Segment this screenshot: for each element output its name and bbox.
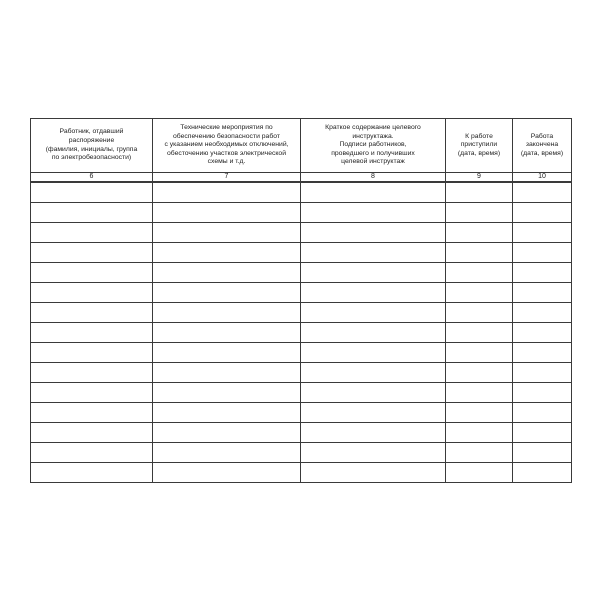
table-row xyxy=(31,463,572,483)
table-cell xyxy=(153,403,301,423)
table-cell xyxy=(31,223,153,243)
column-number: 9 xyxy=(446,173,513,183)
column-header-work-finished: Работа закончена (дата, время) xyxy=(513,119,572,173)
table-row xyxy=(31,182,572,203)
table-cell xyxy=(153,363,301,383)
table-cell xyxy=(31,463,153,483)
column-header-briefing: Краткое содержание целевого инструктажа. Подписи работников, проведшего и получивших целевой инструктаж xyxy=(301,119,446,173)
table-cell xyxy=(513,182,572,203)
table-cell xyxy=(31,203,153,223)
table-cell xyxy=(153,283,301,303)
table-cell xyxy=(446,263,513,283)
table-cell xyxy=(513,323,572,343)
table-cell xyxy=(31,423,153,443)
table-cell xyxy=(153,243,301,263)
table-cell xyxy=(446,343,513,363)
table-cell xyxy=(301,263,446,283)
table-cell xyxy=(153,263,301,283)
column-number: 7 xyxy=(153,173,301,183)
table-cell xyxy=(446,463,513,483)
column-header-work-started: К работе приступили (дата, время) xyxy=(446,119,513,173)
column-header-worker: Работник, отдавший распоряжение (фамилия, инициалы, группа по электробезопасности) xyxy=(31,119,153,173)
table-cell xyxy=(513,343,572,363)
table-cell xyxy=(153,303,301,323)
table-cell xyxy=(513,363,572,383)
table-cell xyxy=(301,383,446,403)
table-row xyxy=(31,403,572,423)
table-cell xyxy=(301,323,446,343)
table-cell xyxy=(301,463,446,483)
table-cell xyxy=(446,283,513,303)
table-row xyxy=(31,243,572,263)
table-cell xyxy=(513,403,572,423)
table-row xyxy=(31,223,572,243)
table-cell xyxy=(31,243,153,263)
table-row xyxy=(31,383,572,403)
column-number: 10 xyxy=(513,173,572,183)
table-cell xyxy=(513,463,572,483)
table-cell xyxy=(153,343,301,363)
table-cell xyxy=(31,303,153,323)
journal-table xyxy=(30,118,572,483)
table-cell xyxy=(301,363,446,383)
table-cell xyxy=(513,283,572,303)
table-cell xyxy=(446,363,513,383)
table-cell xyxy=(513,383,572,403)
table-cell xyxy=(513,243,572,263)
table-cell xyxy=(446,443,513,463)
table-cell xyxy=(301,303,446,323)
table-cell xyxy=(31,323,153,343)
table-cell xyxy=(153,443,301,463)
table-row xyxy=(31,283,572,303)
table-cell xyxy=(153,203,301,223)
table-cell xyxy=(153,463,301,483)
table-row xyxy=(31,263,572,283)
table-cell xyxy=(153,223,301,243)
table-cell xyxy=(301,223,446,243)
table-cell xyxy=(513,303,572,323)
table-cell xyxy=(31,263,153,283)
column-number: 8 xyxy=(301,173,446,183)
table-cell xyxy=(301,343,446,363)
table-cell xyxy=(446,323,513,343)
table-row xyxy=(31,443,572,463)
column-header-safety-measures: Технические мероприятия по обеспечению безопасности работ с указанием необходимых отключений, обесточению участков электрической схемы и т.д. xyxy=(153,119,301,173)
table-cell xyxy=(513,263,572,283)
table-cell xyxy=(153,323,301,343)
table-row xyxy=(31,303,572,323)
table-row xyxy=(31,203,572,223)
table-row xyxy=(31,323,572,343)
table-cell xyxy=(446,243,513,263)
table-cell xyxy=(301,443,446,463)
column-number: 6 xyxy=(31,173,153,183)
table-cell xyxy=(301,403,446,423)
table-cell xyxy=(31,343,153,363)
table-row xyxy=(31,343,572,363)
table-cell xyxy=(513,423,572,443)
table-cell xyxy=(301,423,446,443)
table-cell xyxy=(513,203,572,223)
table-cell xyxy=(446,303,513,323)
table-cell xyxy=(31,443,153,463)
table-cell xyxy=(446,423,513,443)
table-cell xyxy=(31,403,153,423)
table-cell xyxy=(301,283,446,303)
table-cell xyxy=(301,243,446,263)
table-cell xyxy=(31,383,153,403)
table-cell xyxy=(31,363,153,383)
column-number-row xyxy=(31,173,572,183)
table-cell xyxy=(31,182,153,203)
header-row xyxy=(31,119,572,173)
table-cell xyxy=(446,403,513,423)
table-cell xyxy=(153,423,301,443)
table-cell xyxy=(446,383,513,403)
table-row xyxy=(31,363,572,383)
table-cell xyxy=(446,223,513,243)
table-cell xyxy=(31,283,153,303)
table-cell xyxy=(446,182,513,203)
table-cell xyxy=(513,443,572,463)
table-cell xyxy=(153,182,301,203)
table-body xyxy=(31,182,572,483)
table-cell xyxy=(153,383,301,403)
table-row xyxy=(31,423,572,443)
table-cell xyxy=(513,223,572,243)
table-cell xyxy=(446,203,513,223)
table-cell xyxy=(301,203,446,223)
table-cell xyxy=(301,182,446,203)
